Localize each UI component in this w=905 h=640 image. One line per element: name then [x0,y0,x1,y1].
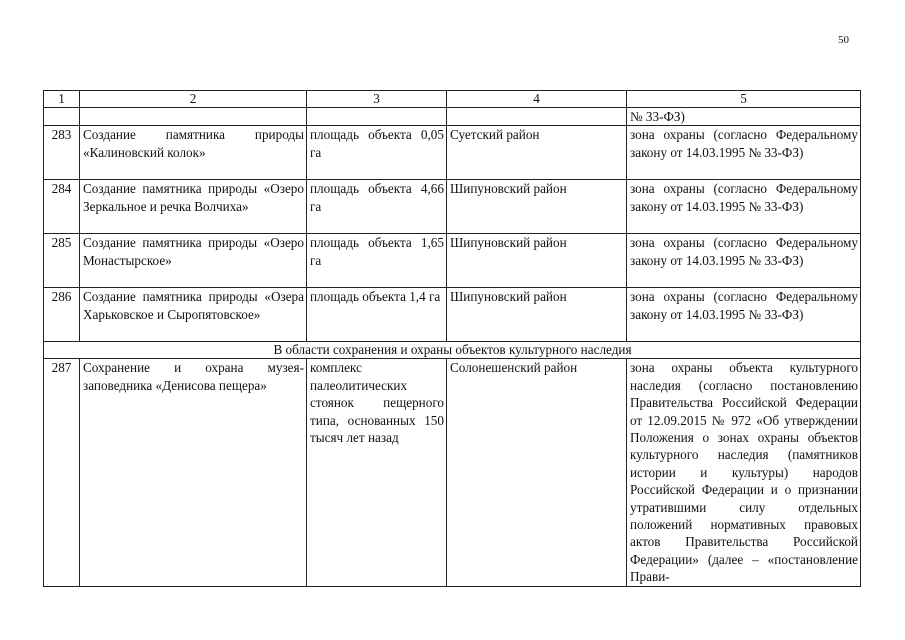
document-table [43,90,861,587]
zone-description: зона охраны (согласно Федеральному закону от 14.03.1995 № 33-ФЗ) [627,126,861,180]
section-heading-row [44,342,861,359]
row-number: 286 [44,288,80,342]
header-cell: 3 [307,91,447,108]
measure-name: Создание памятника природы «Озера Харьковское и Сыропятовское» [80,288,307,342]
measure-name: Создание памятника природы «Калиновский колок» [80,126,307,180]
section-heading: В области сохранения и охраны объектов культурного наследия [44,342,861,359]
measure-parameter: площадь объекта 1,65 га [307,234,447,288]
table-header-row [44,91,861,108]
page-number: 50 [838,34,849,46]
table-row [44,180,861,234]
row-number: 285 [44,234,80,288]
location: Суетский район [447,126,627,180]
row-number: 287 [44,359,80,586]
zone-description: зона охраны (согласно Федеральному закону от 14.03.1995 № 33-ФЗ) [627,288,861,342]
table-row [44,234,861,288]
header-cell: 5 [627,91,861,108]
zone-description: зона охраны объекта культурного наследия (согласно постановлению Правительства Российской Федерации от 12.09.2015 № 972 «Об утверждении Положения о зонах охраны объектов культурного наследия (памятников истории и культуры) народов Российской Федерации и о признании утратившими силу отдельных положений нормативных правовых актов Правительства Российской Федерации» (далее – «постановление Прави- [627,359,861,586]
measure-name: Сохранение и охрана музея-заповедника «Денисова пещера» [80,359,307,586]
row-number: 283 [44,126,80,180]
continuation-cell: № 33-ФЗ) [627,108,861,126]
location: Солонешенский район [447,359,627,586]
measure-parameter: комплекс палеолитических стоянок пещерного типа, основанных 150 тысяч лет назад [307,359,447,586]
table-row [44,359,861,586]
table-row [44,288,861,342]
measure-parameter: площадь объекта 0,05 га [307,126,447,180]
zone-description: зона охраны (согласно Федеральному закону от 14.03.1995 № 33-ФЗ) [627,234,861,288]
header-cell: 1 [44,91,80,108]
measure-name: Создание памятника природы «Озеро Зеркальное и речка Волчиха» [80,180,307,234]
location: Шипуновский район [447,180,627,234]
header-cell: 4 [447,91,627,108]
table-row [44,126,861,180]
zone-description: зона охраны (согласно Федеральному закону от 14.03.1995 № 33-ФЗ) [627,180,861,234]
measure-name: Создание памятника природы «Озеро Монастырское» [80,234,307,288]
measure-parameter: площадь объекта 1,4 га [307,288,447,342]
location: Шипуновский район [447,234,627,288]
row-number: 284 [44,180,80,234]
continuation-row [44,108,861,126]
header-cell: 2 [80,91,307,108]
location: Шипуновский район [447,288,627,342]
measure-parameter: площадь объекта 4,66 га [307,180,447,234]
